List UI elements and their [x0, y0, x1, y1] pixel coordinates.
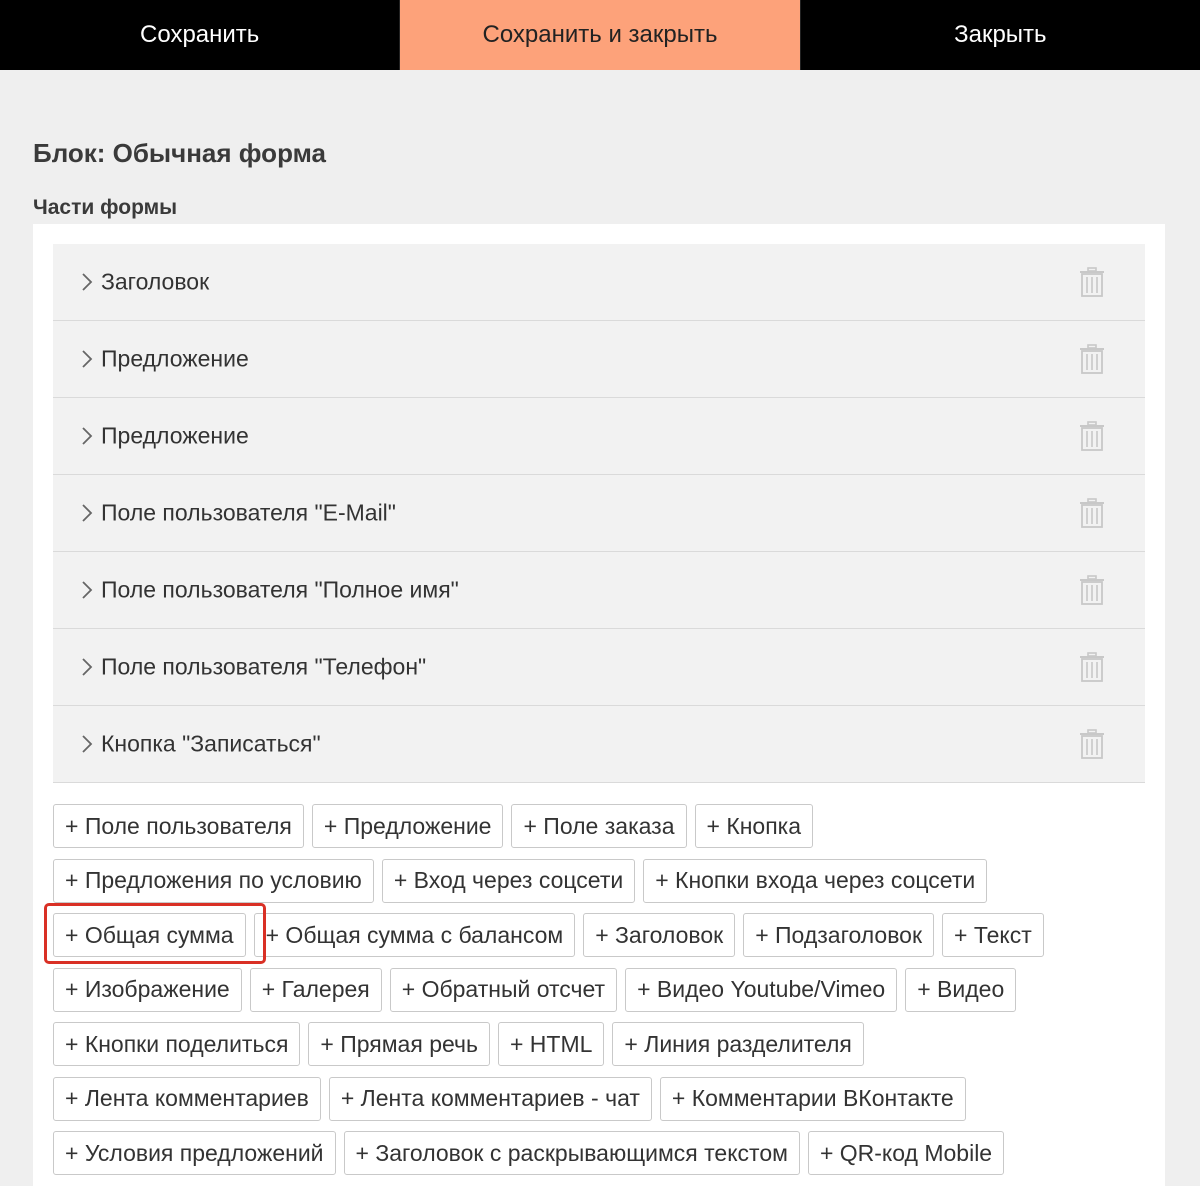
trash-icon[interactable]	[1079, 652, 1105, 682]
add-part-button[interactable]: + Предложение	[312, 804, 504, 848]
add-button-row	[53, 859, 1145, 903]
add-part-button[interactable]: + Обратный отсчет	[390, 968, 617, 1012]
chevron-right-icon[interactable]	[81, 349, 93, 369]
add-part-button[interactable]: + Изображение	[53, 968, 242, 1012]
trash-icon[interactable]	[1079, 344, 1105, 374]
add-part-button[interactable]: + HTML	[498, 1022, 604, 1066]
add-part-button[interactable]: + Текст	[942, 913, 1044, 957]
trash-icon[interactable]	[1079, 729, 1105, 759]
trash-icon[interactable]	[1079, 498, 1105, 528]
add-part-button[interactable]: + Общая сумма	[53, 913, 246, 957]
form-part-label: Поле пользователя "Телефон"	[101, 653, 427, 680]
trash-icon[interactable]	[1079, 267, 1105, 297]
form-part-label: Кнопка "Записаться"	[101, 730, 321, 757]
add-part-button[interactable]: + Предложения по условию	[53, 859, 374, 903]
form-part-row[interactable]	[53, 398, 1145, 475]
add-part-button[interactable]: + Лента комментариев - чат	[329, 1077, 652, 1121]
add-button-row	[53, 968, 1145, 1012]
add-part-button[interactable]: + QR-код Mobile	[808, 1131, 1004, 1175]
form-part-label: Заголовок	[101, 268, 210, 295]
form-part-row[interactable]	[53, 475, 1145, 552]
add-part-button[interactable]: + Видео Youtube/Vimeo	[625, 968, 897, 1012]
add-part-button[interactable]: + Видео	[905, 968, 1016, 1012]
form-part-row[interactable]	[53, 321, 1145, 398]
chevron-right-icon[interactable]	[81, 734, 93, 754]
add-part-button[interactable]: + Кнопки поделиться	[53, 1022, 300, 1066]
add-part-button[interactable]: + Подзаголовок	[743, 913, 934, 957]
add-button-row	[53, 913, 1145, 957]
form-part-label: Поле пользователя "E-Mail"	[101, 499, 396, 526]
add-part-button[interactable]: + Поле заказа	[511, 804, 686, 848]
add-part-button[interactable]: + Условия предложений	[53, 1131, 336, 1175]
add-part-button[interactable]: + Поле пользователя	[53, 804, 304, 848]
save-and-close-button[interactable]: Сохранить и закрыть	[400, 0, 800, 70]
form-part-row[interactable]	[53, 552, 1145, 629]
form-part-row[interactable]	[53, 244, 1145, 321]
trash-icon[interactable]	[1079, 575, 1105, 605]
section-title: Части формы	[33, 196, 178, 219]
chevron-right-icon[interactable]	[81, 580, 93, 600]
top-toolbar	[0, 0, 1200, 70]
chevron-right-icon[interactable]	[81, 503, 93, 523]
add-part-button[interactable]: + Вход через соцсети	[382, 859, 635, 903]
add-part-buttons	[53, 804, 1145, 1186]
chevron-right-icon[interactable]	[81, 426, 93, 446]
add-part-button[interactable]: + Кнопка	[695, 804, 814, 848]
add-part-button[interactable]: + Заголовок	[583, 913, 735, 957]
add-part-button[interactable]: + Комментарии ВКонтакте	[660, 1077, 966, 1121]
chevron-right-icon[interactable]	[81, 272, 93, 292]
add-part-button[interactable]: + Кнопки входа через соцсети	[643, 859, 987, 903]
form-parts-list	[53, 244, 1145, 783]
add-part-button[interactable]: + Линия разделителя	[612, 1022, 863, 1066]
form-parts-panel	[33, 224, 1165, 1186]
add-part-button[interactable]: + Общая сумма с балансом	[254, 913, 576, 957]
add-part-button[interactable]: + Прямая речь	[308, 1022, 490, 1066]
add-button-row	[53, 1131, 1145, 1175]
form-part-row[interactable]	[53, 629, 1145, 706]
save-button[interactable]: Сохранить	[0, 0, 400, 70]
trash-icon[interactable]	[1079, 421, 1105, 451]
add-button-row	[53, 1022, 1145, 1066]
add-part-button[interactable]: + Галерея	[250, 968, 382, 1012]
form-part-row[interactable]	[53, 706, 1145, 783]
add-part-button[interactable]: + Заголовок с раскрывающимся текстом	[344, 1131, 800, 1175]
close-button[interactable]: Закрыть	[954, 21, 1047, 48]
form-part-label: Поле пользователя "Полное имя"	[101, 576, 459, 603]
page-title: Блок: Обычная форма	[33, 138, 326, 168]
add-button-row	[53, 804, 1145, 848]
chevron-right-icon[interactable]	[81, 657, 93, 677]
add-part-button[interactable]: + Лента комментариев	[53, 1077, 321, 1121]
form-part-label: Предложение	[101, 345, 249, 372]
form-part-label: Предложение	[101, 422, 249, 449]
add-button-row	[53, 1077, 1145, 1121]
